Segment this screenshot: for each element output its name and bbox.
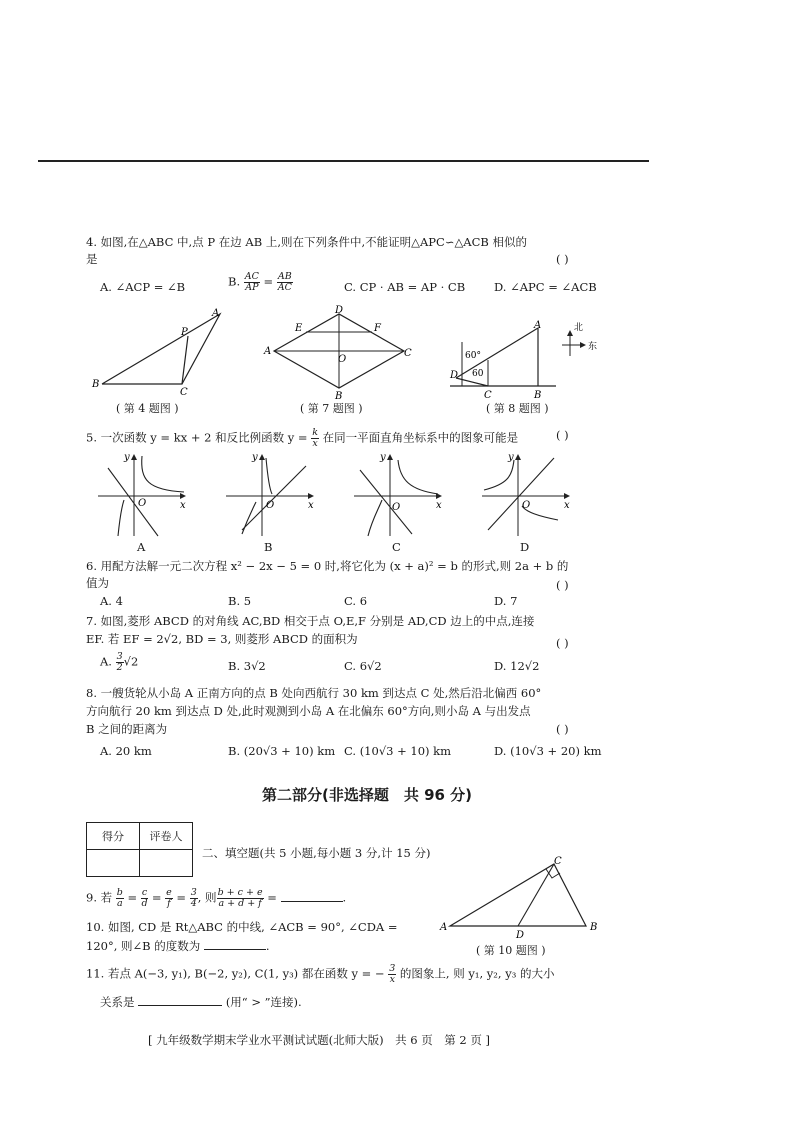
q8-option-d: D. (10√3 + 20) km	[494, 744, 602, 758]
q5-graph-d-label: D	[520, 540, 530, 554]
q6-option-b: B. 5	[228, 594, 252, 608]
q6-stem-line1: 6. 用配方法解一元二次方程 x² − 2x − 5 = 0 时,将它化为 (x + a)² = b 的形式,则 2a + b 的	[86, 559, 569, 573]
fig8-compass-north-arrow	[567, 330, 573, 336]
figure-4-caption: ( 第 4 题图 )	[116, 402, 179, 415]
q10-stem-line1: 10. 如图, CD 是 Rt△ABC 的中线, ∠ACB = 90°, ∠CDA =	[86, 920, 398, 934]
svg-text:O: O	[392, 502, 401, 513]
part-two-title: 第二部分(非选择题 共 96 分)	[262, 786, 473, 804]
q4-stem-line1: 4. 如图,在△ABC 中,点 P 在边 AB 上,则在下列条件中,不能证明△APC∽△ACB 相似的	[86, 235, 528, 249]
q7-option-c: C. 6√2	[344, 659, 382, 673]
q11-answer-blank[interactable]	[138, 994, 222, 1006]
fig8-label-d: D	[450, 370, 459, 381]
figure-8-navigation	[448, 312, 604, 402]
q10-stem-line2: 120°, 则∠B 的度数为 .	[86, 939, 270, 953]
q7-answer-bracket: ( )	[556, 636, 569, 650]
fig7-label-a: A	[264, 346, 272, 357]
q5-stem: 5. 一次函数 y = kx + 2 和反比例函数 y = $\frac{k}{x}$ 在同一平面直角坐标系中的图象可能是	[86, 427, 519, 449]
svg-text:x: x	[564, 500, 570, 511]
q8-stem-line2: 方向航行 20 km 到达点 D 处,此时观测到小岛 A 在北偏东 60°方向,则小岛 A 与出发点	[86, 704, 531, 718]
svg-text:O: O	[266, 500, 275, 511]
q6-answer-bracket: ( )	[556, 578, 569, 592]
svg-text:x: x	[436, 500, 442, 511]
q8-option-a: A. 20 km	[100, 744, 152, 758]
fig8-label-c: C	[484, 390, 492, 401]
q5-answer-bracket: ( )	[556, 428, 569, 442]
fig4-label-b: B	[92, 379, 100, 390]
svg-text:y: y	[124, 452, 130, 463]
fig8-compass-east: 东	[588, 342, 598, 352]
q8-answer-bracket: ( )	[556, 722, 569, 736]
fig8-compass-north: 北	[574, 323, 584, 333]
svg-text:x: x	[308, 500, 314, 511]
svg-text:O: O	[138, 498, 147, 509]
q6-option-d: D. 7	[494, 594, 518, 608]
q7-option-d: D. 12√2	[494, 659, 540, 673]
figure-7-caption: ( 第 7 题图 )	[300, 402, 363, 415]
q5-graph-b	[222, 450, 318, 540]
q4-stem-line2: 是	[86, 252, 98, 266]
q5-graph-a	[94, 450, 190, 540]
fig10-label-d: D	[516, 930, 525, 938]
fig4-label-a: A	[212, 308, 220, 319]
svg-text:x: x	[180, 500, 186, 511]
score-header-score: 得分	[87, 823, 140, 850]
q9-answer-blank[interactable]	[281, 890, 343, 902]
fig8-angle-60-bottom: 60	[472, 369, 484, 379]
q4-answer-bracket: ( )	[556, 252, 569, 266]
fig8-angle-60-top: 60°	[465, 351, 481, 361]
fig7-label-c: C	[404, 348, 412, 359]
figure-10-caption: ( 第 10 题图 )	[476, 944, 546, 957]
fig7-label-d: D	[335, 305, 344, 316]
fig7-label-o: O	[338, 354, 347, 365]
fig4-label-p: P	[181, 327, 188, 338]
fig10-triangle-abc	[450, 864, 586, 926]
q7-option-b: B. 3√2	[228, 659, 266, 673]
figure-8-caption: ( 第 8 题图 )	[486, 402, 549, 415]
figure-10-right-triangle	[436, 854, 604, 938]
q4-option-c: C. CP · AB = AP · CB	[344, 280, 466, 294]
svg-text:O: O	[522, 500, 531, 511]
fig7-label-b: B	[335, 391, 343, 400]
q5-graph-c	[350, 450, 446, 540]
q9-stem: 9. 若 $\frac{b}{a}$ = $\frac{c}{d}$ = $\frac{e}{f}$ = $\frac{3}{4}$ , 则 $\frac{b + c + e}{a + d + f}$ = .	[86, 887, 347, 909]
page-footer: [ 九年级数学期末学业水平测试试题(北师大版) 共 6 页 第 2 页 ]	[148, 1033, 491, 1047]
fill-in-section-heading: 二、填空题(共 5 小题,每小题 3 分,计 15 分)	[202, 846, 431, 860]
figure-4-triangle	[88, 306, 228, 398]
fig10-label-a: A	[440, 922, 448, 933]
fig4-segment-pc	[182, 336, 188, 384]
q8-stem-line1: 8. 一艘货轮从小岛 A 正南方向的点 B 处向西航行 30 km 到达点 C 处,然后沿北偏西 60°	[86, 686, 542, 700]
score-table	[86, 822, 193, 877]
q5-graph-d	[478, 450, 574, 540]
fig10-label-b: B	[590, 922, 598, 933]
q8-option-b: B. (20√3 + 10) km	[228, 744, 336, 758]
q4-option-d: D. ∠APC = ∠ACB	[494, 280, 597, 294]
q4-option-a: A. ∠ACP = ∠B	[100, 280, 186, 294]
q7-stem-line2: EF. 若 EF = 2√2, BD = 3, 则菱形 ABCD 的面积为	[86, 632, 358, 646]
fig4-label-c: C	[180, 387, 188, 398]
fig8-compass-east-arrow	[580, 342, 586, 348]
fig10-label-c: C	[554, 856, 562, 867]
fig8-segment-dc	[456, 378, 488, 386]
q7-option-a: A. $\frac{3}{2}$ √2	[100, 651, 139, 673]
figure-7-rhombus	[262, 304, 412, 400]
fig4-triangle-abc	[102, 314, 220, 384]
svg-text:y: y	[508, 452, 514, 463]
svg-text:y: y	[252, 452, 258, 463]
top-rule	[38, 160, 649, 162]
svg-text:y: y	[380, 452, 386, 463]
fig8-label-b: B	[534, 390, 542, 401]
fig7-label-e: E	[295, 323, 303, 334]
q6-option-a: A. 4	[100, 594, 123, 608]
score-cell[interactable]	[87, 850, 140, 877]
score-header-grader: 评卷人	[140, 823, 193, 850]
q7-stem-line1: 7. 如图,菱形 ABCD 的对角线 AC,BD 相交于点 O,E,F 分别是 AD,CD 边上的中点,连接	[86, 614, 535, 628]
q4-option-b: B. $\frac{AC}{AP}$ = $\frac{AB}{AC}$	[228, 271, 292, 293]
grader-cell[interactable]	[140, 850, 193, 877]
q8-option-c: C. (10√3 + 10) km	[344, 744, 452, 758]
fig7-label-f: F	[374, 323, 381, 334]
q5-graph-c-label: C	[392, 540, 401, 554]
q10-answer-blank[interactable]	[204, 938, 266, 950]
q5-graph-a-label: A	[137, 540, 146, 554]
q6-stem-line2: 值为	[86, 576, 109, 590]
q5-graph-b-label: B	[264, 540, 273, 554]
q8-stem-line3: B 之间的距离为	[86, 722, 168, 736]
q11-stem-line2: 关系是 (用“ > ”连接).	[100, 995, 302, 1009]
q6-option-c: C. 6	[344, 594, 368, 608]
q11-stem-line1: 11. 若点 A(−3, y₁), B(−2, y₂), C(1, y₃) 都在函数 y = − $\frac{3}{x}$ 的图象上, 则 y₁, y₂, y₃ 的大小	[86, 963, 555, 985]
fig8-label-a: A	[534, 320, 542, 331]
